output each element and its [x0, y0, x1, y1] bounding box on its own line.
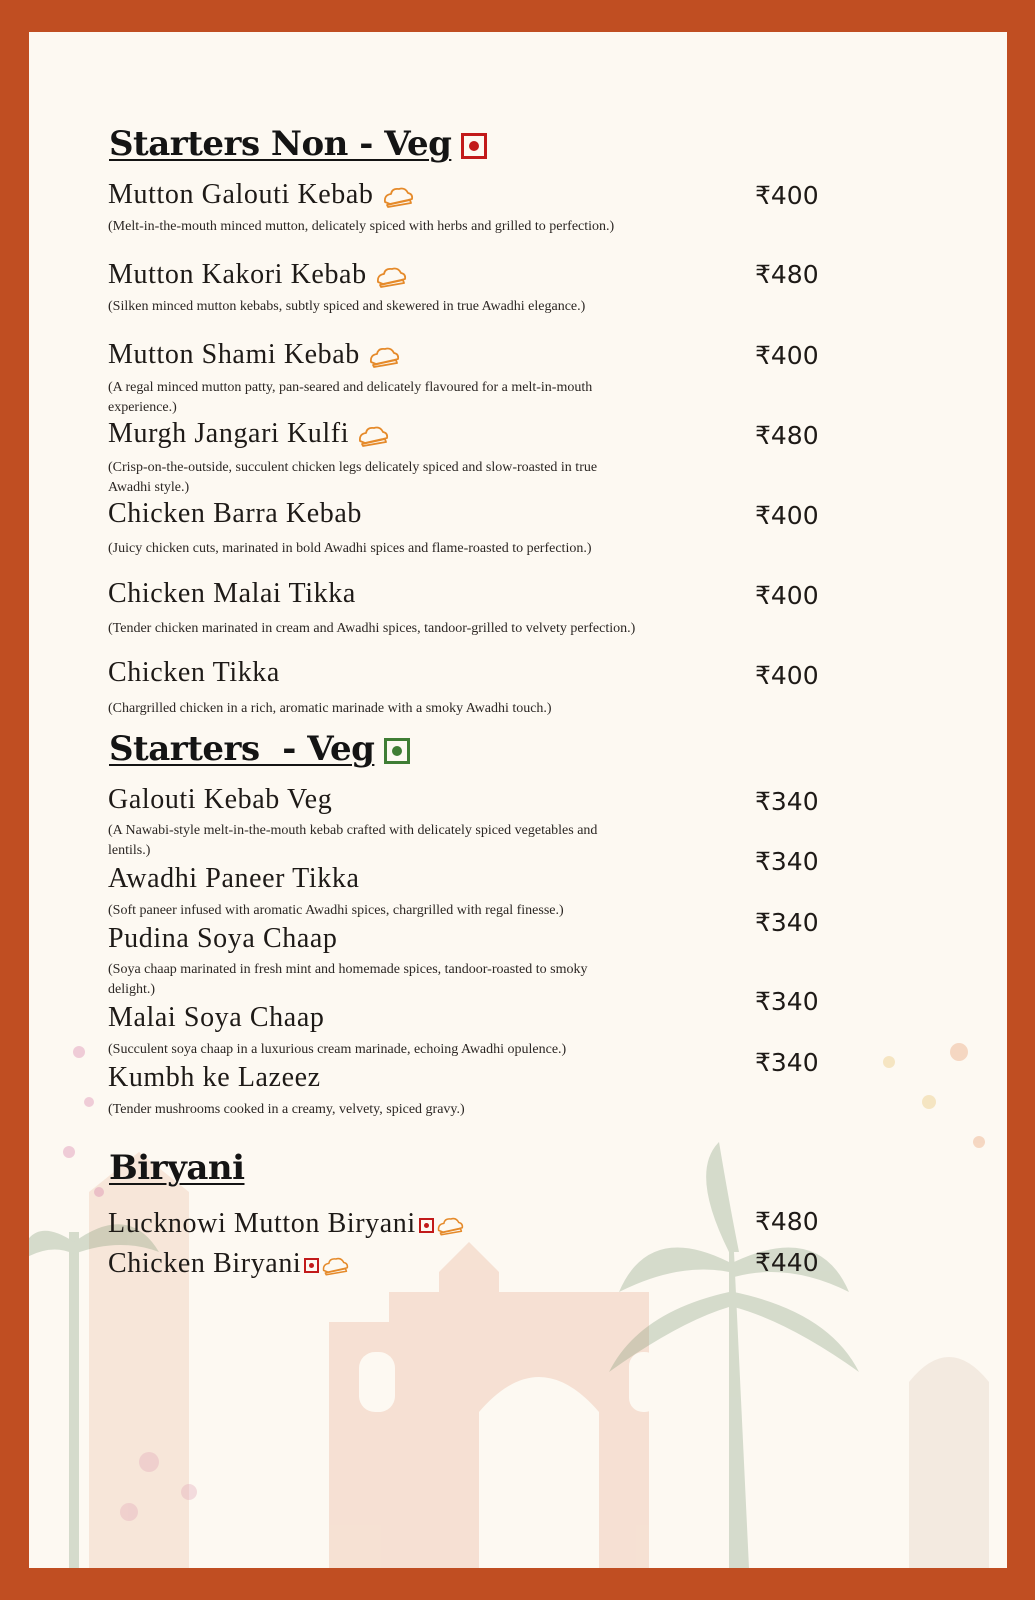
menu-item-name: Chicken Malai Tikka — [108, 578, 356, 609]
menu-item-name: Chicken Biryani — [108, 1248, 349, 1280]
section-heading-biryani: Biryani — [109, 1148, 245, 1188]
menu-item-price: ₹340 — [755, 908, 819, 937]
menu-content — [29, 32, 1007, 1568]
menu-item-description: (Tender mushrooms cooked in a creamy, velvety, spiced gravy.) — [108, 1102, 465, 1117]
nonveg-symbol-icon — [461, 133, 487, 159]
chef-hat-icon — [368, 345, 400, 369]
menu-item-name: Mutton Galouti Kebab — [108, 179, 414, 211]
menu-item-description: (A Nawabi-style melt-in-the-mouth kebab crafted with delicately spiced vegetables and lentils.) — [108, 823, 598, 858]
chef-hat-icon — [357, 424, 389, 448]
menu-item-description: (Melt-in-the-mouth minced mutton, delicately spiced with herbs and grilled to perfection.) — [108, 219, 615, 234]
menu-item-name: Galouti Kebab Veg — [108, 784, 333, 815]
menu-item-price: ₹400 — [755, 661, 819, 690]
menu-item-description: (A regal minced mutton patty, pan-seared and delicately flavoured for a melt-in-mouth experience.) — [108, 380, 593, 415]
menu-item-price: ₹480 — [755, 421, 819, 450]
chef-hat-icon — [382, 185, 414, 209]
menu-item-description: (Soya chaap marinated in fresh mint and homemade spices, tandoor-roasted to smoky delight.) — [108, 962, 588, 997]
menu-item-name: Chicken Tikka — [108, 657, 280, 688]
chef-hat-icon — [436, 1215, 464, 1237]
menu-item-name: Mutton Shami Kebab — [108, 339, 400, 371]
section-title: Starters Non - Veg — [109, 124, 452, 164]
menu-item-price: ₹400 — [755, 501, 819, 530]
menu-item-description: (Succulent soya chaap in a luxurious cream marinade, echoing Awadhi opulence.) — [108, 1042, 567, 1057]
chef-hat-icon — [375, 265, 407, 289]
menu-item-name: Malai Soya Chaap — [108, 1002, 325, 1033]
menu-item-name: Pudina Soya Chaap — [108, 923, 338, 954]
nonveg-symbol-icon — [419, 1218, 434, 1233]
menu-item-name: Mutton Kakori Kebab — [108, 259, 407, 291]
menu-item-price: ₹480 — [755, 1207, 819, 1236]
menu-item-price: ₹480 — [755, 260, 819, 289]
menu-item-price: ₹440 — [755, 1248, 819, 1277]
section-heading-nonveg — [109, 124, 487, 164]
menu-page — [29, 32, 1007, 1568]
menu-item-name: Chicken Barra Kebab — [108, 498, 362, 529]
menu-item-name: Kumbh ke Lazeez — [108, 1062, 321, 1093]
menu-item-description: (Juicy chicken cuts, marinated in bold Awadhi spices and flame-roasted to perfection.) — [108, 541, 592, 556]
menu-item-price: ₹400 — [755, 581, 819, 610]
menu-item-name: Murgh Jangari Kulfi — [108, 418, 389, 450]
menu-item-name: Lucknowi Mutton Biryani — [108, 1208, 464, 1240]
menu-item-price: ₹340 — [755, 1048, 819, 1077]
menu-item-price: ₹340 — [755, 787, 819, 816]
veg-symbol-icon — [384, 738, 410, 764]
menu-item-name: Awadhi Paneer Tikka — [108, 863, 360, 894]
menu-item-description: (Crisp-on-the-outside, succulent chicken legs delicately spiced and slow-roasted in true Awadhi style.) — [108, 460, 598, 495]
menu-item-price: ₹340 — [755, 987, 819, 1016]
nonveg-symbol-icon — [304, 1258, 319, 1273]
chef-hat-icon — [321, 1255, 349, 1277]
menu-item-description: (Soft paneer infused with aromatic Awadhi spices, chargrilled with regal finesse.) — [108, 903, 564, 918]
section-heading-veg — [109, 729, 410, 769]
menu-item-price: ₹400 — [755, 181, 819, 210]
menu-item-price: ₹340 — [755, 847, 819, 876]
menu-item-description: (Silken minced mutton kebabs, subtly spiced and skewered in true Awadhi elegance.) — [108, 299, 586, 314]
section-title: Starters - Veg — [109, 729, 375, 769]
menu-item-description: (Tender chicken marinated in cream and Awadhi spices, tandoor-grilled to velvety perfection.) — [108, 621, 636, 636]
menu-item-price: ₹400 — [755, 341, 819, 370]
menu-item-description: (Chargrilled chicken in a rich, aromatic marinade with a smoky Awadhi touch.) — [108, 701, 552, 716]
